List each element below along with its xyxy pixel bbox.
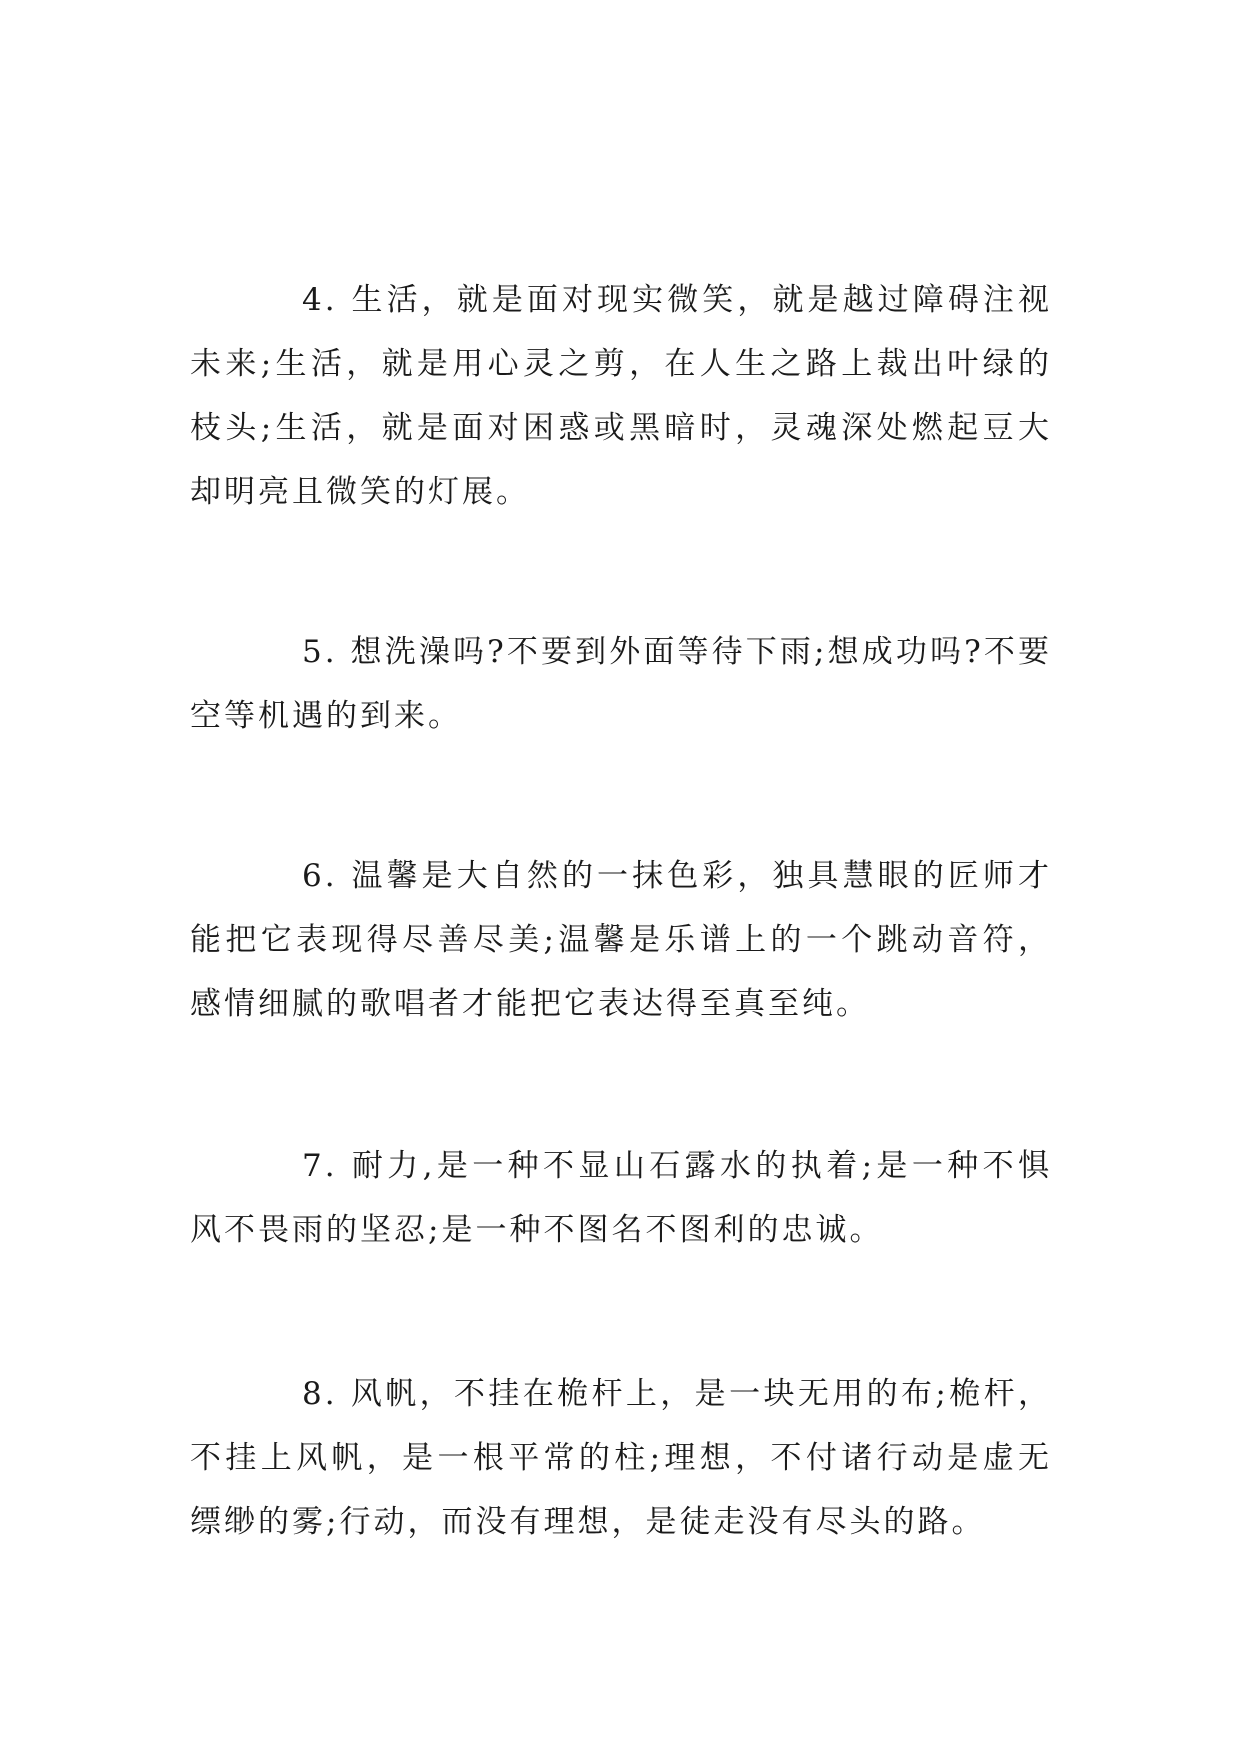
paragraph-4: 4. 生活，就是面对现实微笑，就是越过障碍注视未来;生活，就是用心灵之剪，在人生之路上裁出叶绿的枝头;生活，就是面对困惑或黑暗时，灵魂深处燃起豆大却明亮且微笑的灯展。 [190,282,1052,510]
paragraph-8: 8. 风帆，不挂在桅杆上，是一块无用的布;桅杆，不挂上风帆，是一根平常的柱;理想，不付诸行动是虚无缥缈的雾;行动，而没有理想，是徒走没有尽头的路。 [190,1376,1052,1540]
paragraph-7: 7. 耐力,是一种不显山石露水的执着;是一种不惧风不畏雨的坚忍;是一种不图名不图利的忠诚。 [190,1148,1052,1248]
paragraph-6: 6. 温馨是大自然的一抹色彩，独具慧眼的匠师才能把它表现得尽善尽美;温馨是乐谱上的一个跳动音符，感情细腻的歌唱者才能把它表达得至真至纯。 [190,858,1052,1022]
paragraph-5: 5. 想洗澡吗?不要到外面等待下雨;想成功吗?不要空等机遇的到来。 [190,634,1052,734]
